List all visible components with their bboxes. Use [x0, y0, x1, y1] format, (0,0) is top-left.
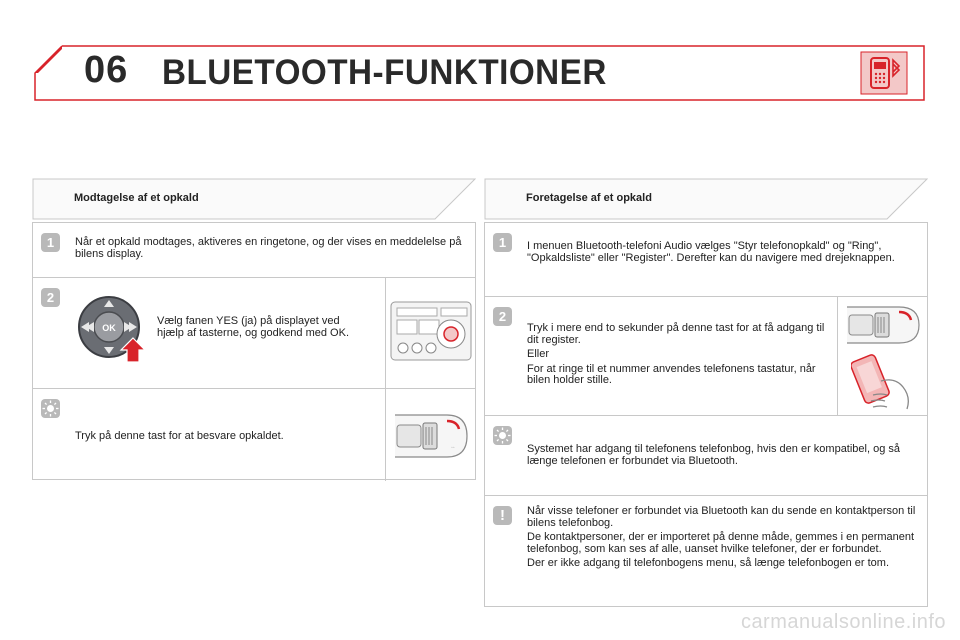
svg-text:◦◦: ◦◦ [451, 445, 455, 451]
left-tip-text: Tryk på denne tast for at besvare opkaldet. [75, 430, 284, 442]
page-header [34, 45, 925, 101]
warning-exclamation-icon: ! [493, 506, 512, 525]
tip-lightbulb-icon [41, 399, 60, 418]
left-step-2 [33, 278, 475, 389]
right-step-2-p1: Tryk i mere end to sekunder på denne tast for at få adgang til dit register. [527, 322, 825, 346]
left-panel [32, 222, 476, 480]
left-step-1 [33, 223, 475, 278]
steering-stalk-illustration [843, 301, 923, 349]
right-warning-p3: Der er ikke adgang til telefonbogens menu, så længe telefonbogen er tom. [527, 557, 890, 569]
step-badge: 1 [41, 233, 60, 252]
right-heading-text: Foretagelse af et opkald [526, 192, 652, 204]
right-step-2-text [527, 323, 827, 390]
ok-navigation-pad-illustration [73, 292, 151, 364]
right-warning-text [527, 506, 919, 573]
step-badge: 2 [41, 288, 60, 307]
page-title: BLUETOOTH-FUNKTIONER [162, 53, 607, 92]
step-badge: 1 [493, 233, 512, 252]
right-step-2-p3: For at ringe til et nummer anvendes telefonens tastatur, når bilen holder stille. [527, 362, 816, 386]
left-step-1-text: Når et opkald modtages, aktiveres en ringetone, og der vises en meddelelse på bilens display. [75, 236, 462, 260]
left-section-heading [32, 178, 476, 220]
right-step-2 [485, 297, 927, 416]
right-tip [485, 416, 927, 496]
right-warning-p1: Når visse telefoner er forbundet via Bluetooth kan du sende en kontaktperson til bilens telefonbog. [527, 505, 916, 529]
right-warning [485, 496, 927, 608]
left-tip [33, 389, 475, 481]
steering-stalk-illustration [391, 407, 471, 465]
step-badge: 2 [493, 307, 512, 326]
right-step-1 [485, 223, 927, 297]
right-section-heading [484, 178, 928, 220]
left-heading-text: Modtagelse af et opkald [74, 192, 199, 204]
smartphone-in-hand-illustration [851, 351, 923, 413]
chapter-number: 06 [84, 49, 129, 91]
right-warning-p2: De kontaktpersoner, der er importeret på denne måde, gemmes i en permanent telefonbog, som kan ses af alle, uanset hvilke telefoner, der er forbundet. [527, 531, 915, 555]
ok-label: OK [102, 323, 116, 333]
radio-unit-illustration [389, 298, 473, 364]
watermark: carmanualsonline.info [740, 611, 946, 633]
tip-lightbulb-icon [493, 426, 512, 445]
right-step-1-text: I menuen Bluetooth-telefoni Audio vælges "Styr telefonopkald" og "Ring", "Opkaldsliste" eller "Register". Derefter kan du navigere med drejeknappen. [527, 240, 895, 264]
right-step-2-p2: Eller [527, 348, 550, 360]
right-panel [484, 222, 928, 607]
left-step-2-text: Vælg fanen YES (ja) på displayet ved hjælp af tasterne, og godkend med OK. [157, 315, 350, 339]
right-tip-text: Systemet har adgang til telefonens telefonbog, hvis den er kompatibel, og så længe telefonen er forbundet via Bluetooth. [527, 443, 901, 467]
phone-bluetooth-icon [859, 50, 909, 96]
